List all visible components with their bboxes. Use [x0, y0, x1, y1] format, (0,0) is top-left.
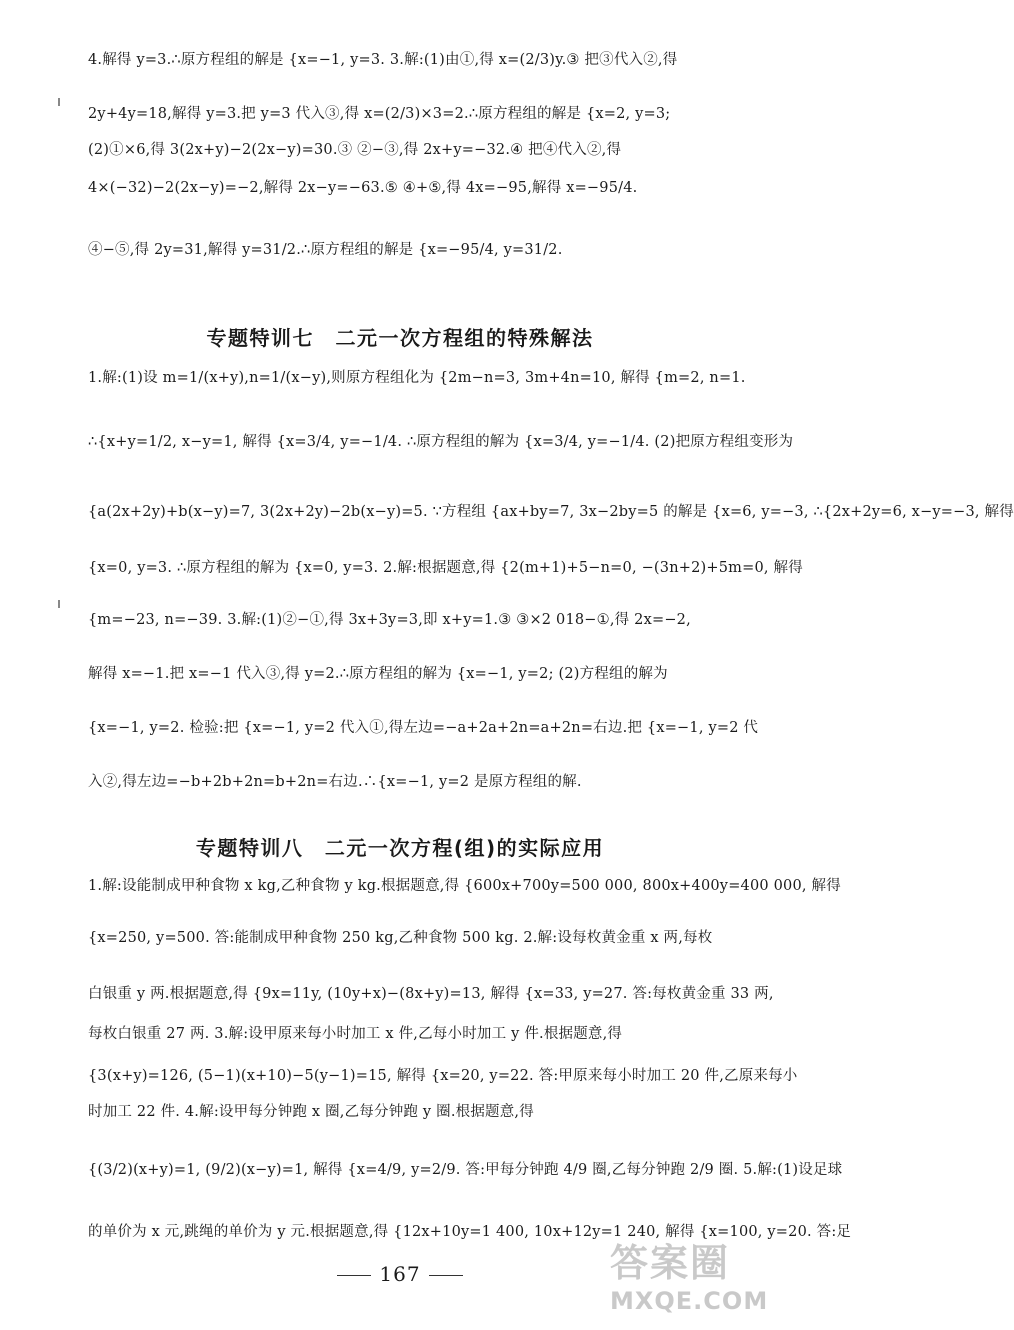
margin-mark — [58, 98, 60, 106]
margin-mark — [58, 600, 60, 608]
watermark-logo: 答案圈 — [610, 1241, 731, 1285]
watermark — [610, 1240, 790, 1325]
text-line: {x=0, y=3. ∴原方程组的解为 {x=0, y=3. 2.解:根据题意,得 {2(m+1)+5−n=0, −(3n+2)+5m=0, 解得 — [88, 560, 803, 576]
text-line: ∴{x+y=1/2, x−y=1, 解得 {x=3/4, y=−1/4. ∴原方程组的解为 {x=3/4, y=−1/4. (2)把原方程组变形为 — [88, 434, 794, 450]
text-line: {x=250, y=500. 答:能制成甲种食物 250 kg,乙种食物 500 kg. 2.解:设每枚黄金重 x 两,每枚 — [88, 930, 713, 946]
text-line: {a(2x+2y)+b(x−y)=7, 3(2x+2y)−2b(x−y)=5. ∵方程组 {ax+by=7, 3x−2by=5 的解是 {x=6, y=−3, ∴{2x+2y=6, x−y=−3, 解得 — [88, 504, 1014, 520]
text-line: {m=−23, n=−39. 3.解:(1)②−①,得 3x+3y=3,即 x+y=1.③ ③×2 018−①,得 2x=−2, — [88, 612, 691, 628]
page-number-dash — [429, 1275, 463, 1276]
page-number-value: 167 — [379, 1262, 421, 1286]
text-line: 时加工 22 件. 4.解:设甲每分钟跑 x 圈,乙每分钟跑 y 圈.根据题意,得 — [88, 1104, 534, 1120]
text-line: (2)①×6,得 3(2x+y)−2(2x−y)=30.③ ②−③,得 2x+y=−32.④ 把④代入②,得 — [88, 142, 622, 158]
text-line: 4.解得 y=3.∴原方程组的解是 {x=−1, y=3. 3.解:(1)由①,得 x=(2/3)y.③ 把③代入②,得 — [88, 52, 678, 68]
text-line: 4×(−32)−2(2x−y)=−2,解得 2x−y=−63.⑤ ④+⑤,得 4x=−95,解得 x=−95/4. — [88, 180, 638, 196]
watermark-url: MXQE.COM — [610, 1287, 769, 1315]
text-line: 入②,得左边=−b+2b+2n=b+2n=右边.∴{x=−1, y=2 是原方程组的解. — [88, 774, 582, 790]
text-line: 白银重 y 两.根据题意,得 {9x=11y, (10y+x)−(8x+y)=13, 解得 {x=33, y=27. 答:每枚黄金重 33 两, — [88, 986, 774, 1002]
text-line: {(3/2)(x+y)=1, (9/2)(x−y)=1, 解得 {x=4/9, y=2/9. 答:甲每分钟跑 4/9 圈,乙每分钟跑 2/9 圈. 5.解:(1)设足球 — [88, 1162, 843, 1178]
text-line: 2y+4y=18,解得 y=3.把 y=3 代入③,得 x=(2/3)×3=2.∴原方程组的解是 {x=2, y=3; — [88, 106, 671, 122]
page-number-dash — [337, 1275, 371, 1276]
text-line: ④−⑤,得 2y=31,解得 y=31/2.∴原方程组的解是 {x=−95/4, y=31/2. — [88, 242, 563, 258]
text-line: {x=−1, y=2. 检验:把 {x=−1, y=2 代入①,得左边=−a+2a+2n=a+2n=右边.把 {x=−1, y=2 代 — [88, 720, 759, 736]
section-title-8: 专题特训八 二元一次方程(组)的实际应用 — [195, 836, 605, 860]
text-line: 每枚白银重 27 两. 3.解:设甲原来每小时加工 x 件,乙每小时加工 y 件.根据题意,得 — [88, 1026, 623, 1042]
section-title-7: 专题特训七 二元一次方程组的特殊解法 — [206, 326, 594, 350]
text-line: {3(x+y)=126, (5−1)(x+10)−5(y−1)=15, 解得 {x=20, y=22. 答:甲原来每小时加工 20 件,乙原来每小 — [88, 1068, 798, 1084]
text-line: 解得 x=−1.把 x=−1 代入③,得 y=2.∴原方程组的解为 {x=−1, y=2; (2)方程组的解为 — [88, 666, 668, 682]
text-line: 1.解:设能制成甲种食物 x kg,乙种食物 y kg.根据题意,得 {600x+700y=500 000, 800x+400y=400 000, 解得 — [88, 878, 841, 894]
text-line: 的单价为 x 元,跳绳的单价为 y 元.根据题意,得 {12x+10y=1 400, 10x+12y=1 240, 解得 {x=100, y=20. 答:足 — [88, 1224, 852, 1240]
text-line: 1.解:(1)设 m=1/(x+y),n=1/(x−y),则原方程组化为 {2m−n=3, 3m+4n=10, 解得 {m=2, n=1. — [88, 370, 746, 386]
